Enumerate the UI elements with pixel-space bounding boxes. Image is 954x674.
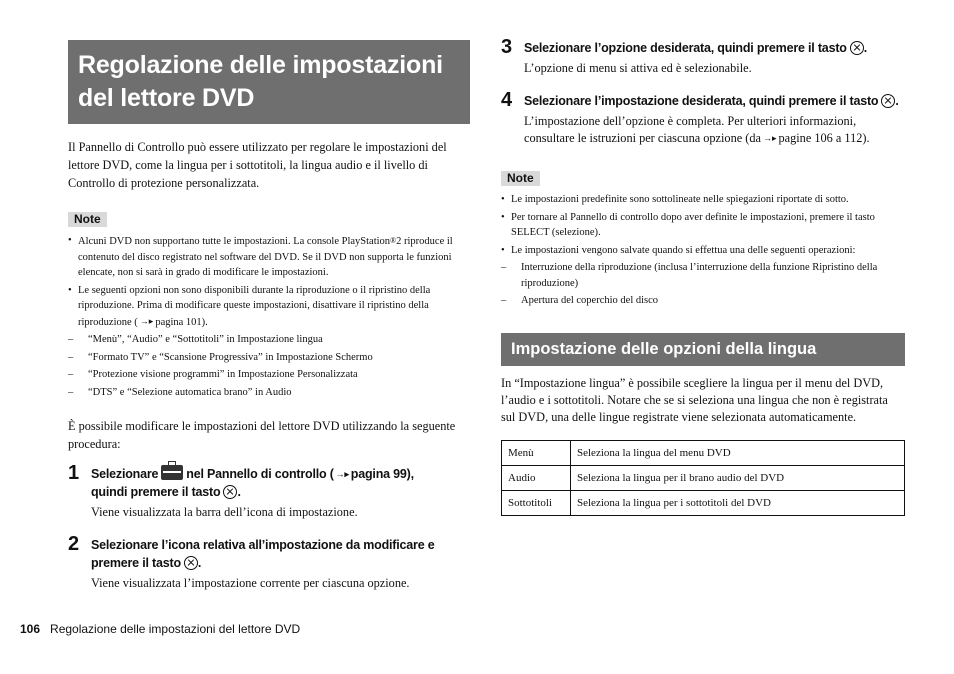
note-box-left [68, 210, 470, 400]
step-description: L’impostazione dell’opzione è completa. Per ulteriori informazioni, consultare le istruzioni per ciascuna opzione (da →▸ pagine 106 a 112). [524, 114, 870, 145]
step-description: Viene visualizzata la barra dell’icona di impostazione. [91, 505, 358, 519]
step-number: 4 [501, 89, 513, 111]
procedure-intro: È possibile modificare le impostazioni del lettore DVD utilizzando la seguente procedura: [68, 419, 456, 451]
page-footer [20, 622, 300, 636]
table-cell-description: Seleziona la lingua del menu DVD [571, 440, 905, 465]
right-column [501, 36, 905, 516]
step-title: Selezionare l’opzione desiderata, quindi premere il tasto . [524, 41, 867, 55]
table-cell-option: Menù [502, 440, 571, 465]
note-dash-item: – Apertura del coperchio del disco [501, 293, 905, 309]
note-list [501, 192, 905, 309]
left-column [68, 40, 470, 592]
section-title: Impostazione delle opzioni della lingua [501, 333, 905, 366]
registered-mark: ® [390, 236, 397, 245]
note-item: • Le impostazioni predefinite sono sottolineate nelle spiegazioni riportate di sotto. [501, 192, 905, 208]
intro-paragraph: Il Pannello di Controllo può essere utilizzato per regolare le impostazioni del lettore DVD, come la lingua per i sottotitoli, la lingua audio e il livello di Controllo di protezione personalizzata. [68, 140, 447, 190]
note-dash-item: – “Protezione visione programmi” in Impostazione Personalizzata [68, 367, 470, 383]
table-row [502, 465, 905, 490]
note-item: • Alcuni DVD non supportano tutte le impostazioni. La console PlayStation®2 riproduce il contenuto del disco registrato nel software del DVD. Se il DVD non supporta le funzioni elencate, non si sarà in grado di modificare le impostazioni. [68, 233, 470, 281]
step-title: Selezionare l’impostazione desiderata, quindi premere il tasto . [524, 94, 899, 108]
note-list [68, 233, 470, 400]
cross-button-icon [223, 485, 237, 499]
step-1 [68, 462, 470, 521]
note-item: • Per tornare al Pannello di controllo dopo aver definite le impostazioni, premere il tasto SELECT (selezione). [501, 210, 905, 241]
table-row [502, 490, 905, 515]
page-reference-arrow-icon: →▸ [139, 315, 154, 326]
note-label: Note [501, 171, 540, 186]
note-item: • Le impostazioni vengono salvate quando si effettua una delle seguenti operazioni: [501, 243, 905, 259]
step-title: Selezionare l’icona relativa all’impostazione da modificare e premere il tasto . [91, 538, 435, 570]
note-dash-item: – Interruzione della riproduzione (inclusa l’interruzione della funzione Ripristino della riproduzione) [501, 260, 905, 291]
table-cell-option: Audio [502, 465, 571, 490]
note-dash-item: – “Formato TV” e “Scansione Progressiva” in Impostazione Schermo [68, 350, 470, 366]
step-number: 2 [68, 533, 80, 555]
step-description: L’opzione di menu si attiva ed è selezionabile. [524, 61, 752, 75]
footer-title: Regolazione delle impostazioni del lettore DVD [50, 622, 301, 636]
page-reference-arrow-icon: →▸ [762, 133, 777, 143]
table-cell-description: Seleziona la lingua per il brano audio del DVD [571, 465, 905, 490]
cross-button-icon [881, 94, 895, 108]
page-title [68, 40, 470, 124]
page-title-line2: del lettore DVD [78, 84, 255, 112]
cross-button-icon [850, 41, 864, 55]
language-options-table [501, 440, 905, 516]
note-dash-item: – “Menù”, “Audio” e “Sottotitoli” in Impostazione lingua [68, 332, 470, 348]
page-reference-arrow-icon: →▸ [335, 469, 349, 479]
step-number: 1 [68, 462, 80, 484]
settings-toolbox-icon [161, 465, 183, 480]
step-2 [68, 533, 470, 592]
step-4 [501, 89, 905, 147]
cross-button-icon [184, 556, 198, 570]
table-cell-description: Seleziona la lingua per i sottotitoli del DVD [571, 490, 905, 515]
step-number: 3 [501, 36, 513, 58]
step-description: Viene visualizzata l’impostazione corrente per ciascuna opzione. [91, 576, 410, 590]
page-number: 106 [20, 622, 41, 636]
step-title: Selezionare nel Pannello di controllo ( →▸ pagina 99), quindi premere il tasto . [91, 467, 414, 499]
note-box-right [501, 169, 905, 309]
section-paragraph: In “Impostazione lingua” è possibile scegliere la lingua per il menu del DVD, l’audio e i sottotitoli. Notare che se si seleziona una lingua che non è registrata sul DVD, una delle lingue registrate viene selezionata automaticamente. [501, 375, 888, 424]
note-dash-item: – “DTS” e “Selezione automatica brano” in Audio [68, 385, 470, 401]
note-item: • Le seguenti opzioni non sono disponibili durante la riproduzione o il ripristino della riproduzione. Prima di modificare queste impostazioni, disattivare il ripristino della riproduzione ( →▸ pagina 101). [68, 283, 470, 331]
page-title-line1: Regolazione delle impostazioni [78, 51, 443, 79]
step-3 [501, 36, 905, 77]
table-row [502, 440, 905, 465]
note-label: Note [68, 212, 107, 227]
table-cell-option: Sottotitoli [502, 490, 571, 515]
